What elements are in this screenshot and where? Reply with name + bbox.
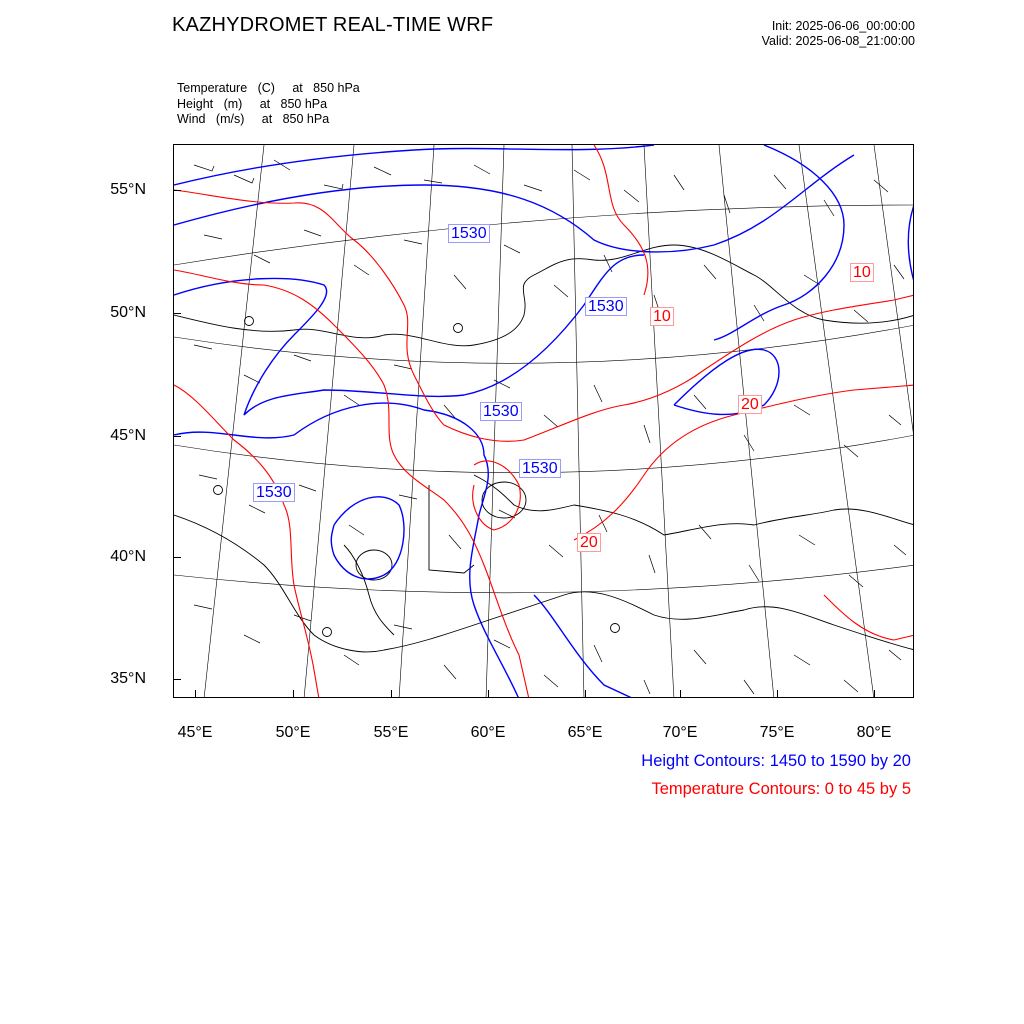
field-level: at 850 hPa	[292, 81, 360, 95]
parallel-line	[174, 565, 914, 593]
city-marker	[214, 486, 223, 495]
temperature-contour	[473, 461, 521, 530]
lon-tick	[488, 690, 489, 698]
lon-tick	[874, 690, 875, 698]
map-plot-area	[173, 144, 914, 698]
city-marker	[245, 317, 254, 326]
temperature-contour	[594, 145, 648, 295]
height-contour-label: 1530	[519, 459, 561, 478]
field-unit: (C)	[257, 81, 275, 95]
field-level: at 850 hPa	[261, 112, 330, 126]
lat-tick	[173, 190, 181, 191]
lon-tick	[777, 690, 778, 698]
country-borders	[174, 245, 914, 652]
height-contour	[174, 255, 644, 415]
init-time: Init: 2025-06-06_00:00:00	[771, 19, 915, 33]
height-contour	[174, 403, 519, 698]
height-contours	[174, 145, 914, 698]
wind-barb	[199, 475, 906, 587]
temperature-contour-label: 10	[650, 307, 674, 326]
lat-label-50: 50°N	[110, 304, 146, 321]
height-contour-label: 1530	[585, 297, 627, 316]
temperature-contour	[174, 190, 914, 441]
lon-label-45: 45°E	[177, 724, 213, 741]
temperature-contour	[824, 595, 914, 640]
temperature-contour-label: 20	[577, 533, 601, 552]
height-contour	[714, 145, 844, 340]
field-name: Height	[177, 96, 214, 111]
field-wind	[177, 112, 360, 128]
field-height	[177, 97, 360, 113]
lon-label-75: 75°E	[759, 724, 795, 741]
height-contour-label: 1530	[480, 402, 522, 421]
city-marker	[611, 624, 620, 633]
lat-label-40: 40°N	[110, 548, 146, 565]
temperature-contour-label: 20	[738, 395, 762, 414]
lon-tick	[680, 690, 681, 698]
temperature-contour-legend: Temperature Contours: 0 to 45 by 5	[651, 780, 911, 798]
lat-label-45: 45°N	[110, 427, 146, 444]
wind-barb	[204, 230, 904, 322]
height-contour	[174, 145, 654, 185]
wind-barb	[194, 345, 901, 457]
lat-label-55: 55°N	[110, 181, 146, 198]
field-description	[177, 81, 360, 128]
meridian-line	[799, 145, 874, 698]
lon-tick	[585, 690, 586, 698]
lon-label-70: 70°E	[662, 724, 698, 741]
height-contour-label: 1530	[448, 224, 490, 243]
meridian-line	[644, 145, 674, 698]
height-contour	[674, 349, 779, 414]
field-temperature	[177, 81, 360, 97]
lon-label-50: 50°E	[275, 724, 311, 741]
height-contour-label: 1530	[253, 483, 295, 502]
wind-barb	[194, 605, 901, 694]
meridian-line	[204, 145, 264, 698]
field-unit: (m/s)	[215, 112, 245, 126]
lon-label-60: 60°E	[470, 724, 506, 741]
field-name: Wind	[177, 112, 206, 126]
caspian-sea	[356, 550, 392, 580]
country-border	[174, 515, 914, 652]
meridian-line	[399, 145, 434, 698]
lon-tick	[391, 690, 392, 698]
lon-label-65: 65°E	[567, 724, 603, 741]
wind-barb	[194, 160, 888, 216]
height-contour	[534, 595, 634, 698]
lat-tick	[173, 313, 181, 314]
lon-label-55: 55°E	[373, 724, 409, 741]
lon-tick	[293, 690, 294, 698]
height-contour	[331, 497, 404, 579]
graticule	[174, 145, 914, 698]
lat-label-35: 35°N	[110, 670, 146, 687]
field-unit: (m)	[223, 96, 243, 111]
forecast-timestamps	[762, 19, 915, 49]
field-name: Temperature	[177, 81, 248, 95]
lat-tick	[173, 436, 181, 437]
lon-label-80: 80°E	[856, 724, 892, 741]
meridian-line	[874, 145, 914, 445]
lat-tick	[173, 557, 181, 558]
lon-tick	[195, 690, 196, 698]
parallel-line	[174, 205, 914, 265]
map-canvas	[174, 145, 914, 698]
meridian-line	[719, 145, 774, 698]
valid-time: Valid: 2025-06-08_21:00:00	[761, 34, 915, 48]
city-marker	[323, 628, 332, 637]
meridian-line	[304, 145, 354, 698]
lat-tick	[173, 679, 181, 680]
height-contour	[908, 205, 914, 285]
temperature-contour-label: 10	[850, 263, 874, 282]
temperature-contours	[174, 145, 914, 698]
height-contour-legend: Height Contours: 1450 to 1590 by 20	[641, 752, 911, 770]
map-title: KAZHYDROMET REAL-TIME WRF	[172, 14, 494, 36]
field-level: at 850 hPa	[259, 96, 328, 111]
city-marker	[454, 324, 463, 333]
